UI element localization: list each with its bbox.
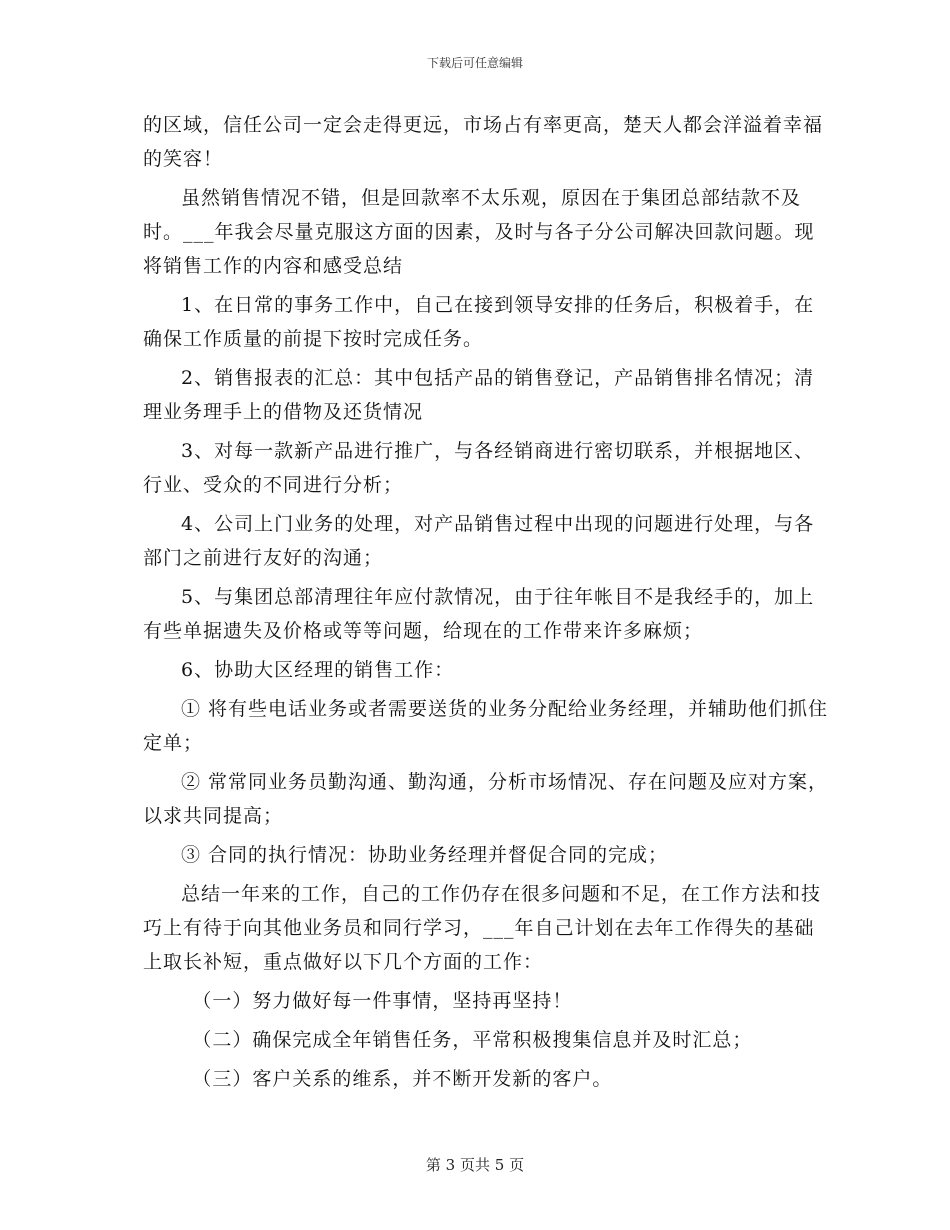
document-body	[143, 108, 833, 1101]
sub-item-2: ② 常常同业务员勤沟通、勤沟通，分析市场情况、存在问题及应对方案，以求共同提高；	[143, 771, 829, 827]
list-item-4: 4、公司上门业务的处理，对产品销售过程中出现的问题进行处理，与各部门之前进行友好的沟通；	[143, 513, 815, 569]
list-item-1: 1、在日常的事务工作中，自己在接到领导安排的任务后，积极着手，在确保工作质量的前提下按时完成任务。	[143, 294, 815, 350]
list-item-3: 3、对每一款新产品进行推广，与各经销商进行密切联系，并根据地区、行业、受众的不同进行分析；	[143, 440, 815, 496]
sub-item-1: ① 将有些电话业务或者需要送货的业务分配给业务经理，并辅助他们抓住定单；	[143, 698, 829, 754]
page-number: 第 3 页共 5 页	[425, 1156, 525, 1174]
plan-item-2: （二）确保完成全年销售任务，平常积极搜集信息并及时汇总；	[192, 1029, 753, 1051]
paragraph-collection-issue: 虽然销售情况不错，但是回款率不太乐观，原因在于集团总部结款不及时。___年我会尽量克服这方面的因素，及时与各子分公司解决回款问题。现将销售工作的内容和感受总结	[143, 187, 815, 277]
list-item-2: 2、销售报表的汇总：其中包括产品的销售登记，产品销售排名情况；清理业务理手上的借物及还货情况	[143, 367, 815, 423]
paragraph-continuation: 的区域，信任公司一定会走得更远，市场占有率更高，楚天人都会洋溢着幸福的笑容！	[143, 114, 824, 170]
paragraph-summary: 总结一年来的工作，自己的工作仍存在很多问题和不足，在工作方法和技巧上有待于向其他业务员和同行学习，___年自己计划在去年工作得失的基础上取长补短，重点做好以下几个方面的工作：	[143, 883, 822, 973]
list-item-5: 5、与集团总部清理往年应付款情况，由于往年帐目不是我经手的，加上有些单据遗失及价格或等等问题，给现在的工作带来许多麻烦；	[143, 586, 815, 642]
plan-item-3: （三）客户关系的维系，并不断开发新的客户。	[192, 1068, 613, 1090]
list-item-6: 6、协助大区经理的销售工作：	[181, 659, 455, 681]
plan-item-1: （一）努力做好每一件事情，坚持再坚持！	[192, 990, 573, 1012]
sub-item-3: ③ 合同的执行情况：协助业务经理并督促合同的完成；	[181, 844, 669, 866]
page-header: 下载后可任意编辑	[426, 56, 523, 70]
